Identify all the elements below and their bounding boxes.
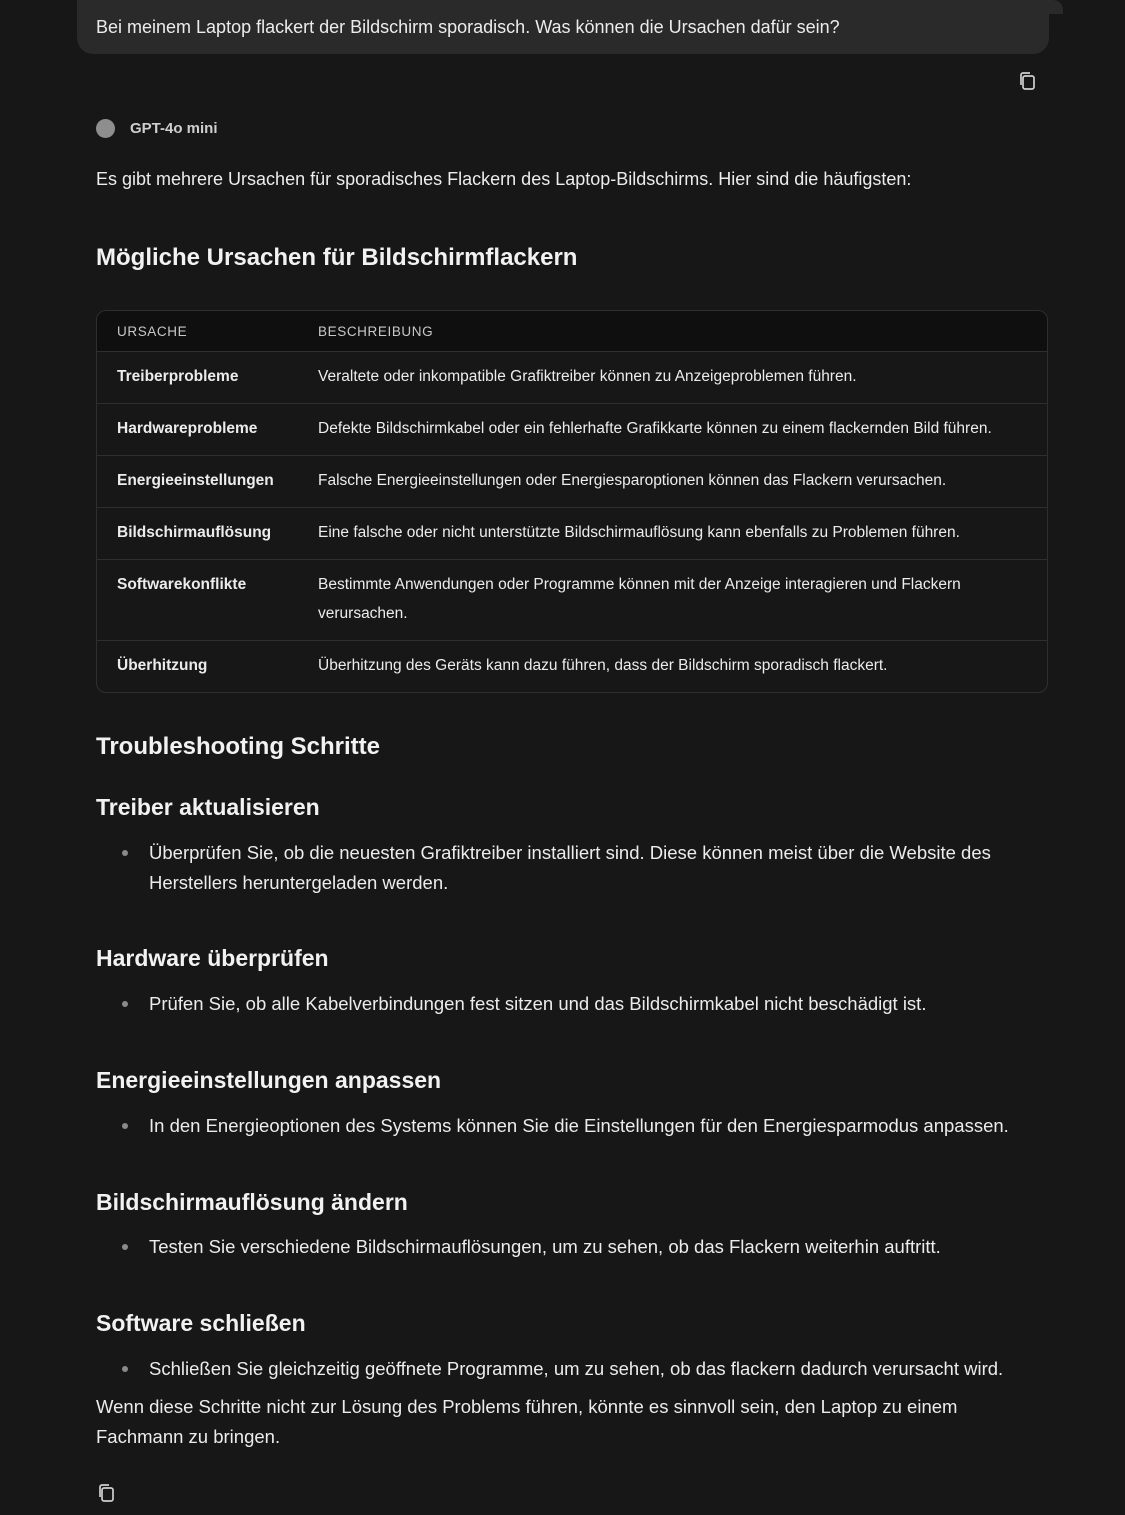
user-message-copy-button[interactable] bbox=[1016, 70, 1038, 92]
cause-cell: Treiberprobleme bbox=[97, 352, 298, 404]
model-avatar bbox=[96, 119, 115, 138]
user-message-bubble bbox=[77, 0, 1049, 54]
table-row bbox=[97, 641, 1047, 693]
description-cell: Defekte Bildschirmkabel oder ein fehlerhafte Grafikkarte können zu einem flackernden Bild führen. bbox=[298, 404, 1047, 456]
bullet-dot bbox=[122, 850, 128, 856]
response-closing: Wenn diese Schritte nicht zur Lösung des Problems führen, könnte es sinnvoll sein, den Laptop zu einem Fachmann zu bringen. bbox=[96, 1396, 958, 1447]
list-item-text: Überprüfen Sie, ob die neuesten Grafiktreiber installiert sind. Diese können meist über die Website des Herstellers heruntergeladen werden. bbox=[149, 842, 991, 893]
model-label bbox=[96, 117, 218, 139]
table-row bbox=[97, 352, 1047, 404]
bullet-dot bbox=[122, 1244, 128, 1250]
bullet-dot bbox=[122, 1001, 128, 1007]
table-row bbox=[97, 508, 1047, 560]
table-header-row bbox=[97, 311, 1047, 352]
list-item bbox=[122, 1354, 1052, 1384]
step-title: Bildschirmauflösung ändern bbox=[96, 1189, 408, 1215]
step-title: Energieeinstellungen anpassen bbox=[96, 1067, 442, 1093]
description-cell: Veraltete oder inkompatible Grafiktreiber können zu Anzeigeproblemen führen. bbox=[298, 352, 1047, 404]
list-item bbox=[122, 838, 1042, 898]
column-header-cause: URSACHE bbox=[97, 311, 298, 352]
description-cell: Falsche Energieeinstellungen oder Energiesparoptionen können das Flackern verursachen. bbox=[298, 456, 1047, 508]
list-item-text: Testen Sie verschiedene Bildschirmauflösungen, um zu sehen, ob das Flackern weiterhin auftritt. bbox=[149, 1236, 941, 1257]
step-title: Hardware überprüfen bbox=[96, 945, 329, 971]
copy-icon bbox=[95, 1482, 117, 1504]
troubleshooting-heading: Troubleshooting Schritte bbox=[96, 733, 381, 760]
table-row bbox=[97, 456, 1047, 508]
bullet-dot bbox=[122, 1366, 128, 1372]
list-item bbox=[122, 1111, 1052, 1141]
cause-cell: Überhitzung bbox=[97, 641, 298, 693]
description-cell: Eine falsche oder nicht unterstützte Bildschirmauflösung kann ebenfalls zu Problemen führen. bbox=[298, 508, 1047, 560]
model-name: GPT-4o mini bbox=[130, 119, 218, 137]
assistant-copy-button[interactable] bbox=[95, 1482, 117, 1504]
user-message-text: Bei meinem Laptop flackert der Bildschirm sporadisch. Was können die Ursachen dafür sein? bbox=[96, 17, 840, 37]
cause-cell: Softwarekonflikte bbox=[97, 560, 298, 641]
list-item-text: Schließen Sie gleichzeitig geöffnete Programme, um zu sehen, ob das flackern dadurch verursacht wird. bbox=[149, 1358, 1004, 1379]
column-header-description: BESCHREIBUNG bbox=[298, 311, 1047, 352]
list-item bbox=[122, 1232, 1042, 1262]
table-row bbox=[97, 560, 1047, 641]
list-item-text: In den Energieoptionen des Systems können Sie die Einstellungen für den Energiesparmodus anpassen. bbox=[149, 1115, 1009, 1136]
response-intro: Es gibt mehrere Ursachen für sporadisches Flackern des Laptop-Bildschirms. Hier sind die häufigsten: bbox=[96, 169, 912, 189]
table-row bbox=[97, 404, 1047, 456]
bullet-dot bbox=[122, 1123, 128, 1129]
step-title: Software schließen bbox=[96, 1310, 306, 1336]
causes-table bbox=[96, 310, 1048, 693]
list-item-text: Prüfen Sie, ob alle Kabelverbindungen fest sitzen und das Bildschirmkabel nicht beschädigt ist. bbox=[149, 993, 927, 1014]
cause-cell: Energieeinstellungen bbox=[97, 456, 298, 508]
copy-icon bbox=[1016, 70, 1038, 92]
description-cell: Überhitzung des Geräts kann dazu führen, dass der Bildschirm sporadisch flackert. bbox=[298, 641, 1047, 693]
bubble-corner bbox=[1039, 0, 1063, 14]
cause-cell: Hardwareprobleme bbox=[97, 404, 298, 456]
causes-heading: Mögliche Ursachen für Bildschirmflackern bbox=[96, 244, 578, 271]
list-item bbox=[122, 989, 1042, 1019]
cause-cell: Bildschirmauflösung bbox=[97, 508, 298, 560]
description-cell: Bestimmte Anwendungen oder Programme können mit der Anzeige interagieren und Flackern verursachen. bbox=[298, 560, 1047, 641]
step-title: Treiber aktualisieren bbox=[96, 794, 320, 820]
